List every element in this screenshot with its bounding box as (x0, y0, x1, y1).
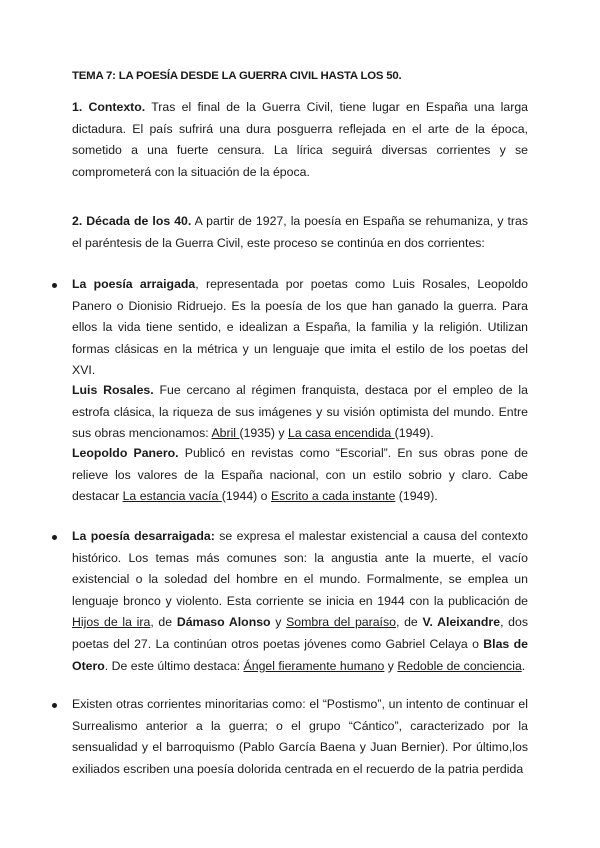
work-title: Sombra del paraíso (286, 615, 396, 630)
author-name: Dámaso Alonso (176, 615, 271, 630)
section-heading: 2. Década de los 40. (72, 214, 192, 228)
bullet-icon (52, 535, 57, 540)
section-decada-40 (72, 211, 528, 254)
author-name: Luis Rosales. (72, 383, 154, 397)
work-title: Hijos de la ira (72, 615, 151, 630)
work-title: Ángel fieramente humano (243, 658, 385, 673)
section-heading: 1. Contexto. (72, 100, 146, 114)
item-heading: La poesía desarraigada: (72, 529, 215, 543)
paragraph-leopoldo-panero: Leopoldo Panero. Publicó en revistas como “Escorial”. En sus obras pone de relieve los valores de la España nacional, con un estilo sobrio y claro. Cabe destacar La estancia vacía (1944) o Escrito a cada instante (1949). (72, 446, 528, 504)
bullet-icon (52, 703, 57, 708)
paragraph-luis-rosales: Luis Rosales. Fue cercano al régimen franquista, destaca por el empleo de la estrofa clásica, la riqueza de sus imágenes y su visión optimista del mundo. Entre sus obras mencionamos: Abril (1935) y La casa encendida (1949). (72, 383, 528, 441)
author-name: Leopoldo Panero. (72, 446, 179, 460)
work-title: La casa encendida (288, 426, 395, 441)
work-title: La estancia vacía (122, 489, 222, 504)
author-name: Blas de Otero (72, 636, 528, 673)
work-title: Escrito a cada instante (270, 489, 396, 504)
work-title: Redoble de conciencia (397, 658, 522, 673)
list-item-text: Existen otras corrientes minoritarias como: el “Postismo”, un intento de continuar el Surrealismo anterior a la guerra; o el grupo “Cántico”, caracterizado por la sensualidad y el barroquismo (Pablo García Baena y Juan Bernier). Por último,los exiliados escriben una poesía dolorida centrada en el recuerdo de la patria perdida (72, 697, 528, 776)
page-title: TEMA 7: LA POESÍA DESDE LA GUERRA CIVIL HASTA LOS 50. (72, 70, 402, 82)
list-item-text: La poesía arraigada, representada por poetas como Luis Rosales, Leopoldo Panero o Dionisio Ridruejo. Es la poesía de los que han ganado la guerra. Para ellos la vida tiene sentido, e idealizan a España, la familia y la religión. Utilizan formas clásicas en la métrica y un lenguaje que imita el estilo de los poetas del XVI. (72, 277, 528, 378)
author-name: V. Aleixandre (422, 615, 501, 630)
paragraph-text: A partir de 1927, la poesía en España se rehumaniza, y tras el paréntesis de la Guerra Civil, este proceso se continúa en dos corrientes: (72, 214, 528, 250)
work-title: Abril (211, 426, 240, 441)
list-item-text: La poesía desarraigada: se expresa el malestar existencial a causa del contexto histórico. Los temas más comunes son: la angustia ante la muerte, el vacío existencial o la soledad del hombre en el mundo. Formalmente, se emplea un lenguaje bronco y violento. Esta corriente se inicia en 1944 con la publicación de Hijos de la ira, de Dámaso Alonso y Sombra del paraíso, de V. Aleixandre, dos poetas del 27. La continúan otros poetas jóvenes como Gabriel Celaya o Blas de Otero. De este último destaca: Ángel fieramente humano y Redoble de conciencia. (72, 529, 528, 673)
section-contexto (72, 97, 528, 183)
bullet-icon (52, 283, 57, 288)
item-heading: La poesía arraigada (72, 277, 196, 291)
paragraph-text: Tras el final de la Guerra Civil, tiene lugar en España una larga dictadura. El país sufrirá una dura posguerra reflejada en el arte de la época, sometido a una fuerte censura. La lírica seguirá diversas corrientes y se comprometerá con la situación de la época. (72, 100, 529, 179)
